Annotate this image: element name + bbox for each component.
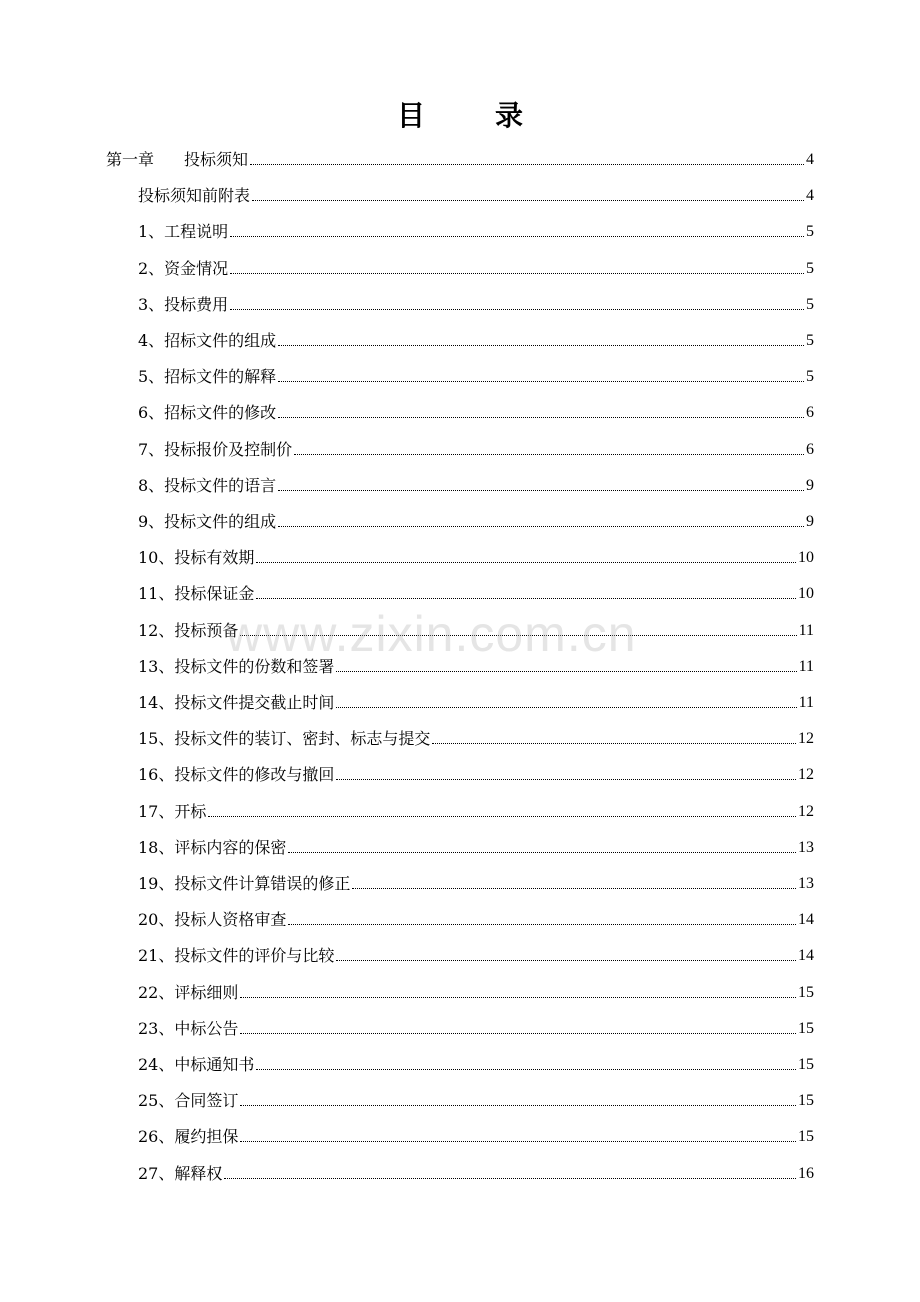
toc-page-number: 5 xyxy=(806,295,814,313)
toc-entry-label: 11、投标保证金 xyxy=(138,584,255,604)
page-title xyxy=(0,94,920,134)
toc-page-number: 4 xyxy=(806,151,814,168)
toc-entry-label: 26、履约担保 xyxy=(138,1127,239,1147)
toc-entry-label: 13、投标文件的份数和签署 xyxy=(138,656,335,676)
dot-leader xyxy=(240,634,796,636)
toc-page-number: 5 xyxy=(806,368,814,386)
dot-leader xyxy=(352,887,796,889)
toc-entry-row[interactable] xyxy=(138,1009,814,1039)
toc-page-number: 9 xyxy=(806,476,814,494)
toc-page-number: 11 xyxy=(798,621,814,639)
toc-entry-label: 投标须知前附表 xyxy=(138,186,251,206)
toc-entry-label: 9、投标文件的组成 xyxy=(138,512,277,531)
toc-entry-row[interactable] xyxy=(138,321,814,351)
toc-entry-row[interactable] xyxy=(138,357,814,387)
toc-entry-label: 3、投标费用 xyxy=(138,294,229,314)
dot-leader xyxy=(278,525,804,527)
dot-leader xyxy=(252,199,804,201)
toc-entry-row[interactable] xyxy=(138,1117,814,1147)
toc-entry-label: 21、投标文件的评价与比较 xyxy=(138,946,335,966)
toc-entry-row[interactable] xyxy=(138,611,814,641)
toc-entry-label: 24、中标通知书 xyxy=(138,1055,255,1074)
toc-entry-row[interactable] xyxy=(138,828,814,858)
dot-leader xyxy=(336,706,796,708)
toc-page-number: 15 xyxy=(798,983,814,1001)
toc-entry-label: 1、工程说明 xyxy=(138,222,229,242)
toc-entry-row[interactable] xyxy=(138,212,814,242)
toc-page-number: 9 xyxy=(806,513,814,530)
toc-entry-row[interactable] xyxy=(138,683,814,713)
toc-entry-label: 12、投标预备 xyxy=(138,620,239,640)
dot-leader xyxy=(224,1177,796,1179)
toc-page-number: 16 xyxy=(798,1164,814,1182)
toc-page-number: 6 xyxy=(806,404,814,422)
toc-entry-label: 27、解释权 xyxy=(138,1163,223,1183)
toc-page-number: 15 xyxy=(798,1056,814,1073)
dot-leader xyxy=(230,235,804,237)
toc-entry-label: 23、中标公告 xyxy=(138,1018,239,1038)
toc-page-number: 5 xyxy=(806,259,814,277)
toc-entry-row[interactable] xyxy=(138,176,814,206)
toc-entry-row[interactable] xyxy=(138,719,814,749)
dot-leader xyxy=(240,1032,796,1034)
toc-entry-label: 16、投标文件的修改与撤回 xyxy=(138,765,335,785)
toc-page-number: 12 xyxy=(798,802,814,820)
toc-entry-label: 10、投标有效期 xyxy=(138,548,255,568)
dot-leader xyxy=(336,959,796,961)
toc-entry-label: 2、资金情况 xyxy=(138,258,229,278)
toc-page-number: 13 xyxy=(798,875,814,892)
toc-page-number: 10 xyxy=(798,549,814,567)
toc-entry-row[interactable] xyxy=(138,900,814,930)
toc-entry-row[interactable] xyxy=(138,574,814,604)
dot-leader xyxy=(288,851,796,853)
watermark: www.zixin.com.cn xyxy=(226,606,637,662)
toc-entry-label: 25、合同签订 xyxy=(138,1091,239,1111)
toc-page-number: 12 xyxy=(798,766,814,784)
toc-entry-label: 17、开标 xyxy=(138,801,207,821)
dot-leader xyxy=(230,308,804,310)
dot-leader xyxy=(256,561,796,563)
toc-page-number: 10 xyxy=(798,585,814,603)
dot-leader xyxy=(294,453,804,455)
toc-entry-row[interactable] xyxy=(138,430,814,460)
toc-entry-row[interactable] xyxy=(138,1081,814,1111)
dot-leader xyxy=(278,380,804,382)
toc-entry-row[interactable] xyxy=(138,1154,814,1184)
toc-entry-row[interactable] xyxy=(138,285,814,315)
toc-entry-row[interactable] xyxy=(138,755,814,785)
dot-leader xyxy=(240,1104,796,1106)
dot-leader xyxy=(208,815,796,817)
toc-entry-label: 15、投标文件的装订、密封、标志与提交 xyxy=(138,729,431,749)
toc-page-number: 15 xyxy=(798,1092,814,1110)
toc-chapter-row[interactable] xyxy=(106,140,814,170)
toc-entry-label: 4、招标文件的组成 xyxy=(138,331,277,350)
toc-page-number: 12 xyxy=(798,730,814,748)
toc-entry-label: 14、投标文件提交截止时间 xyxy=(138,693,335,712)
title-char-1: 目 xyxy=(396,99,425,132)
toc-page-number: 13 xyxy=(798,838,814,856)
dot-leader xyxy=(256,1068,796,1070)
chapter-number: 第一章 xyxy=(106,150,155,169)
toc-entry-label: 7、投标报价及控制价 xyxy=(138,439,293,459)
toc-entry-row[interactable] xyxy=(138,393,814,423)
dot-leader xyxy=(256,597,796,599)
toc-entry-label: 20、投标人资格审查 xyxy=(138,910,287,930)
toc-page-number: 15 xyxy=(798,1019,814,1037)
title-char-2: 录 xyxy=(495,99,524,132)
chapter-title: 投标须知 xyxy=(184,150,249,169)
dot-leader xyxy=(278,416,804,418)
toc-page-number: 14 xyxy=(798,947,814,965)
toc-entry-row[interactable] xyxy=(138,466,814,496)
toc-entry-label: 5、招标文件的解释 xyxy=(138,367,277,387)
toc-entry-row[interactable] xyxy=(138,792,814,822)
dot-leader xyxy=(278,489,804,491)
dot-leader xyxy=(288,923,796,925)
toc-page-number: 4 xyxy=(806,187,814,205)
toc-page-number: 5 xyxy=(806,223,814,241)
dot-leader xyxy=(230,272,804,274)
dot-leader xyxy=(250,163,804,165)
toc-entry-row[interactable] xyxy=(138,647,814,677)
toc-entry-label: 22、评标细则 xyxy=(138,982,239,1002)
toc-entry-row[interactable] xyxy=(138,1045,814,1075)
toc-entry-row[interactable] xyxy=(138,538,814,568)
toc-entry-row[interactable] xyxy=(138,249,814,279)
toc-page-number: 6 xyxy=(806,440,814,458)
toc-chapter-label xyxy=(106,150,248,170)
toc-page-number: 5 xyxy=(806,332,814,349)
dot-leader xyxy=(240,996,796,998)
toc-entry-row[interactable] xyxy=(138,864,814,894)
toc-entry-row[interactable] xyxy=(138,502,814,532)
toc-page-number: 15 xyxy=(798,1128,814,1146)
toc-entry-row[interactable] xyxy=(138,973,814,1003)
toc-entry-label: 8、投标文件的语言 xyxy=(138,475,277,495)
dot-leader xyxy=(240,1140,796,1142)
dot-leader xyxy=(336,778,796,780)
toc-entry-label: 6、招标文件的修改 xyxy=(138,403,277,423)
toc-entry-label: 18、评标内容的保密 xyxy=(138,837,287,857)
toc-page-number: 14 xyxy=(798,911,814,929)
dot-leader xyxy=(336,670,796,672)
dot-leader xyxy=(432,742,796,744)
dot-leader xyxy=(278,344,804,346)
toc-entry-row[interactable] xyxy=(138,936,814,966)
toc-page-number: 11 xyxy=(798,694,814,711)
toc-page-number: 11 xyxy=(798,657,814,675)
toc-entry-label: 19、投标文件计算错误的修正 xyxy=(138,874,351,893)
